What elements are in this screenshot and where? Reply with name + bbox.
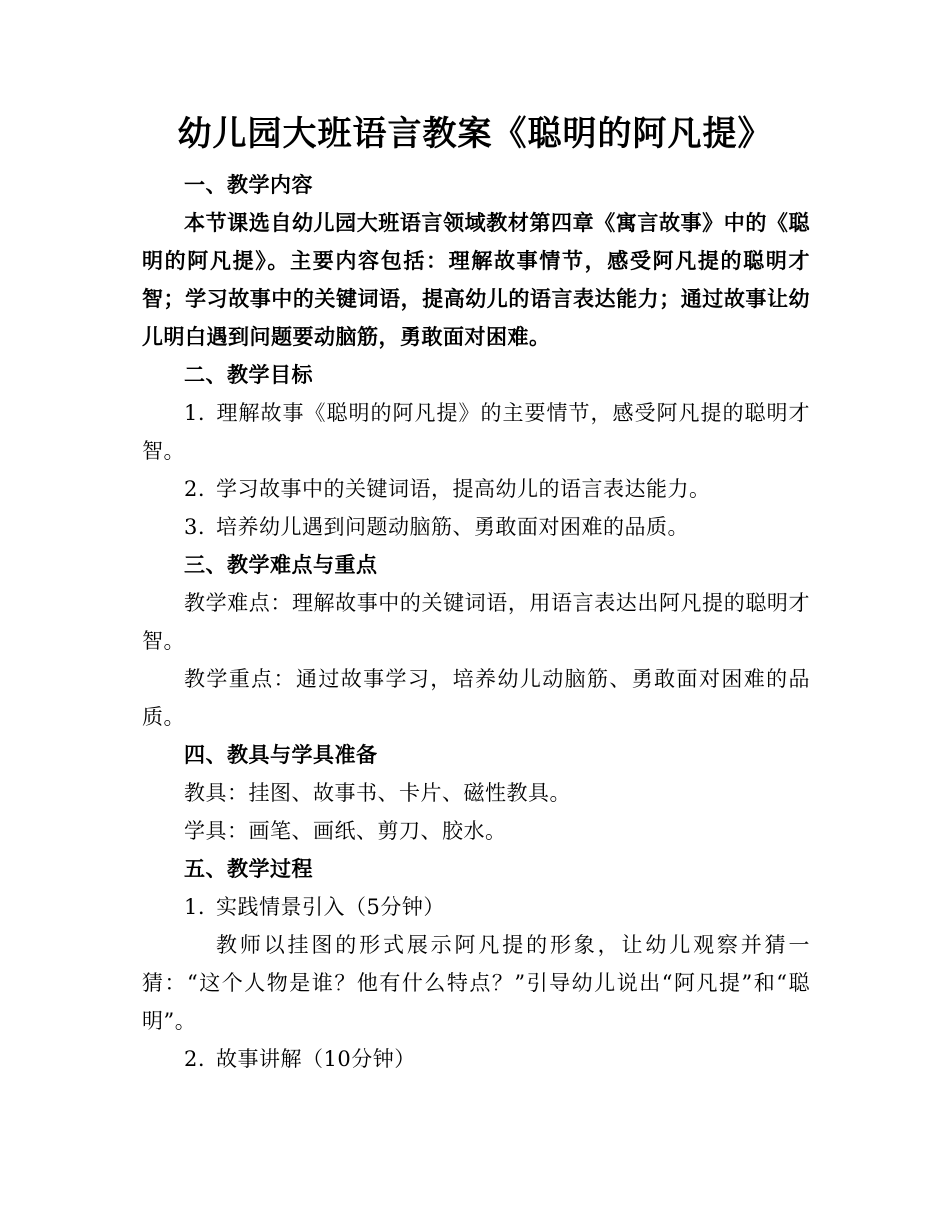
section-heading: 二、教学目标 [184, 362, 313, 387]
list-item-number: 1. [184, 401, 206, 425]
list-item-number: 2. [184, 477, 206, 501]
list-item-text: 实践情景引入（5分钟） [216, 895, 445, 919]
list-item-text: 故事讲解（10分钟） [216, 1047, 416, 1071]
section-paragraph: 教学难点：理解故事中的关键词语，用语言表达出阿凡提的聪明才智。 [142, 591, 810, 653]
section-paragraph: 教具：挂图、故事书、卡片、磁性教具。 [184, 781, 571, 805]
list-item-text: 学习故事中的关键词语，提高幼儿的语言表达能力。 [216, 477, 711, 501]
list-item [142, 470, 810, 508]
document-title: 幼儿园大班语言教案《聪明的阿凡提》 [177, 114, 773, 154]
section-paragraph: 学具：画笔、画纸、剪刀、胶水。 [184, 819, 507, 843]
list-item-number: 3. [184, 515, 206, 539]
list-item-text: 培养幼儿遇到问题动脑筋、勇敢面对困难的品质。 [216, 515, 689, 539]
list-item [142, 508, 810, 546]
list-item-text: 理解故事《聪明的阿凡提》的主要情节，感受阿凡提的聪明才智。 [142, 401, 810, 463]
list-item-number: 1. [184, 895, 206, 919]
section-heading: 四、教具与学具准备 [184, 742, 378, 767]
section-heading: 三、教学难点与重点 [184, 552, 378, 577]
document-body [142, 166, 810, 1078]
section-heading: 一、教学内容 [184, 172, 313, 197]
list-item [142, 888, 810, 926]
section-paragraph: 教师以挂图的形式展示阿凡提的形象，让幼儿观察并猜一猜：“这个人物是谁？他有什么特点？”引导幼儿说出“阿凡提”和“聪明”。 [142, 933, 810, 1033]
list-item-number: 2. [184, 1047, 206, 1071]
list-item [142, 394, 810, 470]
section-paragraph: 教学重点：通过故事学习，培养幼儿动脑筋、勇敢面对困难的品质。 [142, 667, 810, 729]
section-heading: 五、教学过程 [184, 856, 313, 881]
section-paragraph: 本节课选自幼儿园大班语言领域教材第四章《寓言故事》中的《聪明的阿凡提》。主要内容包括：理解故事情节，感受阿凡提的聪明才智；学习故事中的关键词语，提高幼儿的语言表达能力；通过故事让幼儿明白遇到问题要动脑筋，勇敢面对困难。 [142, 210, 810, 349]
list-item [142, 1040, 810, 1078]
